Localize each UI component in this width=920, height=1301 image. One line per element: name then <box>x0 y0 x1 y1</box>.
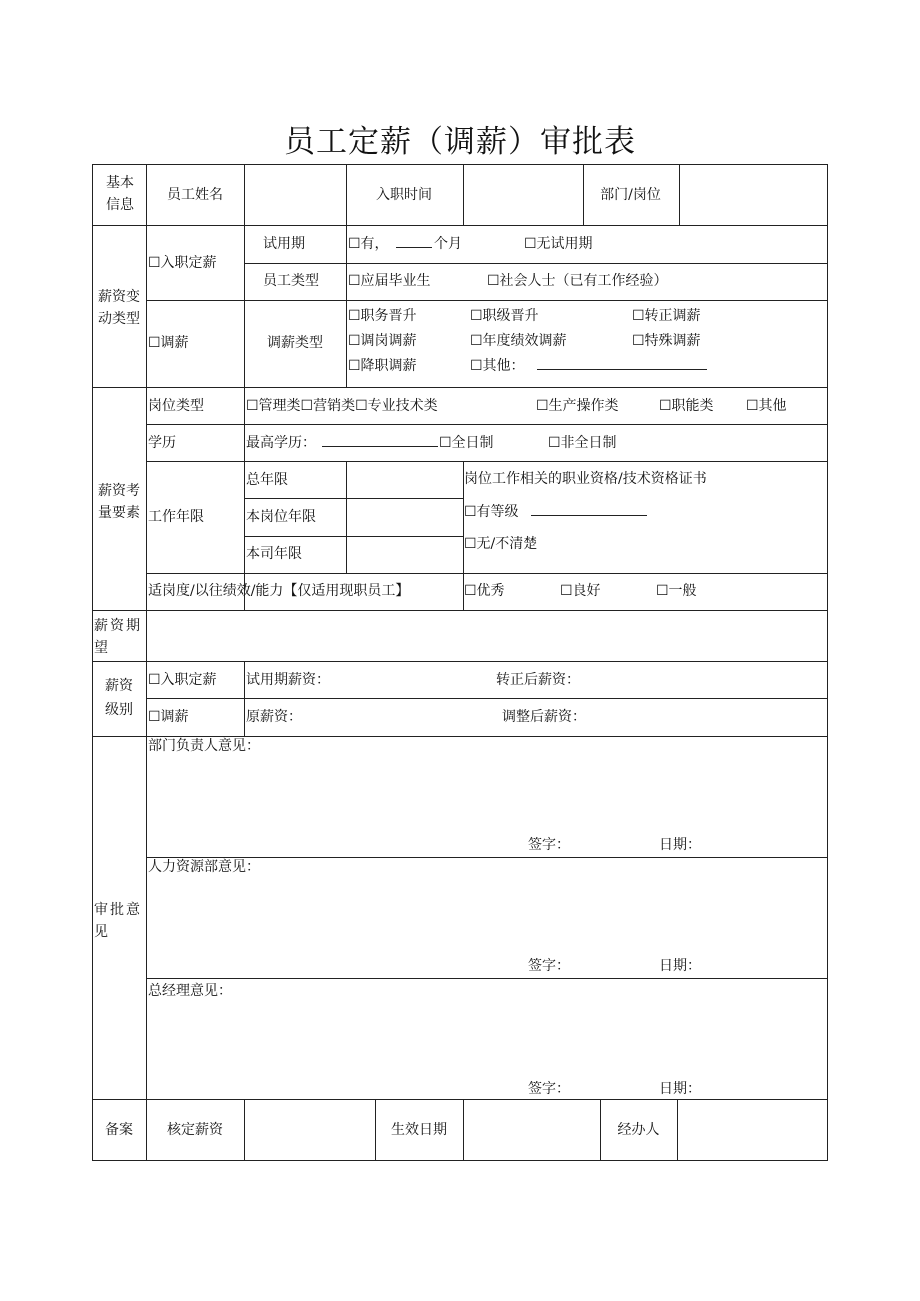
regularization-checkbox[interactable]: ☐转正调薪 <box>632 308 701 324</box>
effective-date-field[interactable] <box>464 1100 598 1160</box>
average-checkbox[interactable]: ☐一般 <box>656 583 697 599</box>
salary-level-section-label: 薪资 级别 <box>105 678 133 718</box>
probation-salary-label: 试用期薪资： <box>246 672 330 688</box>
hr-opinion-field[interactable] <box>148 879 824 951</box>
functional-checkbox[interactable]: ☐职能类 <box>659 398 714 414</box>
employee-name-label: 员工姓名 <box>167 187 223 203</box>
gm-opinion-field[interactable] <box>148 1002 824 1074</box>
department-position-field[interactable] <box>680 168 825 222</box>
record-section-label: 备案 <box>105 1122 133 1138</box>
post-years-label: 本岗位年限 <box>246 509 316 525</box>
entry-date-field[interactable] <box>464 168 582 222</box>
experienced-checkbox[interactable]: ☐社会人士（已有工作经验） <box>487 273 668 289</box>
form-title: 员工定薪（调薪）审批表 <box>284 124 636 160</box>
level-entry-pay-checkbox[interactable]: ☐入职定薪 <box>148 672 217 688</box>
hr-sign-label: 签字： <box>528 958 570 974</box>
probation-months-field[interactable] <box>396 235 432 248</box>
adjusted-salary-label: 调整后薪资： <box>502 709 586 725</box>
other-reason-field[interactable] <box>537 357 707 370</box>
approval-section-label: 审批意 见 <box>94 902 142 940</box>
level-adjust-checkbox[interactable]: ☐调薪 <box>148 709 189 725</box>
handler-label: 经办人 <box>617 1122 660 1138</box>
other-post-checkbox[interactable]: ☐其他 <box>746 398 787 414</box>
salary-expectation-field[interactable] <box>148 612 826 658</box>
company-years-label: 本司年限 <box>246 546 302 562</box>
employee-name-field[interactable] <box>245 168 345 222</box>
special-adjust-checkbox[interactable]: ☐特殊调薪 <box>632 333 701 349</box>
certificate-level-field[interactable] <box>531 503 647 516</box>
salary-change-type-section-label: 薪资变 动类型 <box>98 289 140 327</box>
probation-yes-checkbox[interactable]: ☐有， <box>348 236 389 252</box>
total-years-label: 总年限 <box>246 472 288 488</box>
fitness-label: 适岗度/以往绩效/能力【仅适用现职员工】 <box>148 583 410 599</box>
highest-education-field[interactable] <box>322 434 438 447</box>
employee-type-label: 员工类型 <box>263 273 319 289</box>
rank-promotion-checkbox[interactable]: ☐职级晋升 <box>470 308 539 324</box>
production-checkbox[interactable]: ☐生产操作类 <box>536 398 619 414</box>
handler-field[interactable] <box>678 1100 826 1160</box>
annual-performance-checkbox[interactable]: ☐年度绩效调薪 <box>470 333 567 349</box>
full-time-checkbox[interactable]: ☐全日制 <box>439 435 494 451</box>
approved-salary-label: 核定薪资 <box>167 1122 223 1138</box>
adjust-pay-checkbox[interactable]: ☐调薪 <box>148 335 189 351</box>
work-years-label: 工作年限 <box>148 509 204 525</box>
entry-pay-checkbox[interactable]: ☐入职定薪 <box>148 255 217 271</box>
probation-label: 试用期 <box>263 236 305 252</box>
certificate-label: 岗位工作相关的职业资格/技术资格证书 <box>464 471 707 487</box>
total-years-field[interactable] <box>347 462 461 497</box>
graduate-checkbox[interactable]: ☐应届毕业生 <box>348 273 431 289</box>
company-years-field[interactable] <box>347 537 461 572</box>
demotion-checkbox[interactable]: ☐降职调薪 <box>348 358 417 374</box>
salary-expectation-section-label: 薪资期 望 <box>94 618 142 656</box>
job-promotion-checkbox[interactable]: ☐职务晋升 <box>348 308 417 324</box>
highest-education-label: 最高学历： <box>246 435 316 451</box>
salary-factors-section-label: 薪资考 量要素 <box>98 483 140 521</box>
good-checkbox[interactable]: ☐良好 <box>560 583 601 599</box>
dept-sign-label: 签字： <box>528 837 570 853</box>
probation-none-checkbox[interactable]: ☐无试用期 <box>524 236 593 252</box>
regular-salary-label: 转正后薪资： <box>496 672 580 688</box>
department-position-label: 部门/岗位 <box>600 187 661 203</box>
dept-opinion-field[interactable] <box>148 758 824 830</box>
part-time-checkbox[interactable]: ☐非全日制 <box>548 435 617 451</box>
post-type-label: 岗位类型 <box>148 398 204 414</box>
approved-salary-field[interactable] <box>245 1100 373 1160</box>
certificate-level-checkbox[interactable]: ☐有等级 <box>464 504 519 520</box>
education-label: 学历 <box>148 435 176 451</box>
certificate-none-checkbox[interactable]: ☐无/不清楚 <box>464 536 538 552</box>
post-years-field[interactable] <box>347 499 461 534</box>
basic-info-section-label: 基本 信息 <box>106 175 134 213</box>
post-type-options-a[interactable]: ☐管理类☐营销类☐专业技术类 <box>246 398 438 414</box>
hr-opinion-label: 人力资源部意见： <box>148 859 260 875</box>
entry-date-label: 入职时间 <box>376 187 432 203</box>
gm-sign-label: 签字： <box>528 1081 570 1097</box>
gm-date-label: 日期： <box>659 1081 701 1097</box>
other-checkbox[interactable]: ☐其他： <box>470 358 525 374</box>
effective-date-label: 生效日期 <box>391 1122 447 1138</box>
hr-date-label: 日期： <box>659 958 701 974</box>
transfer-checkbox[interactable]: ☐调岗调薪 <box>348 333 417 349</box>
excellent-checkbox[interactable]: ☐优秀 <box>464 583 505 599</box>
adjust-type-label: 调薪类型 <box>267 335 323 351</box>
original-salary-label: 原薪资： <box>246 709 302 725</box>
months-unit: 个月 <box>434 236 462 252</box>
gm-opinion-label: 总经理意见： <box>148 983 232 999</box>
dept-opinion-label: 部门负责人意见： <box>148 738 260 754</box>
dept-date-label: 日期： <box>659 837 701 853</box>
